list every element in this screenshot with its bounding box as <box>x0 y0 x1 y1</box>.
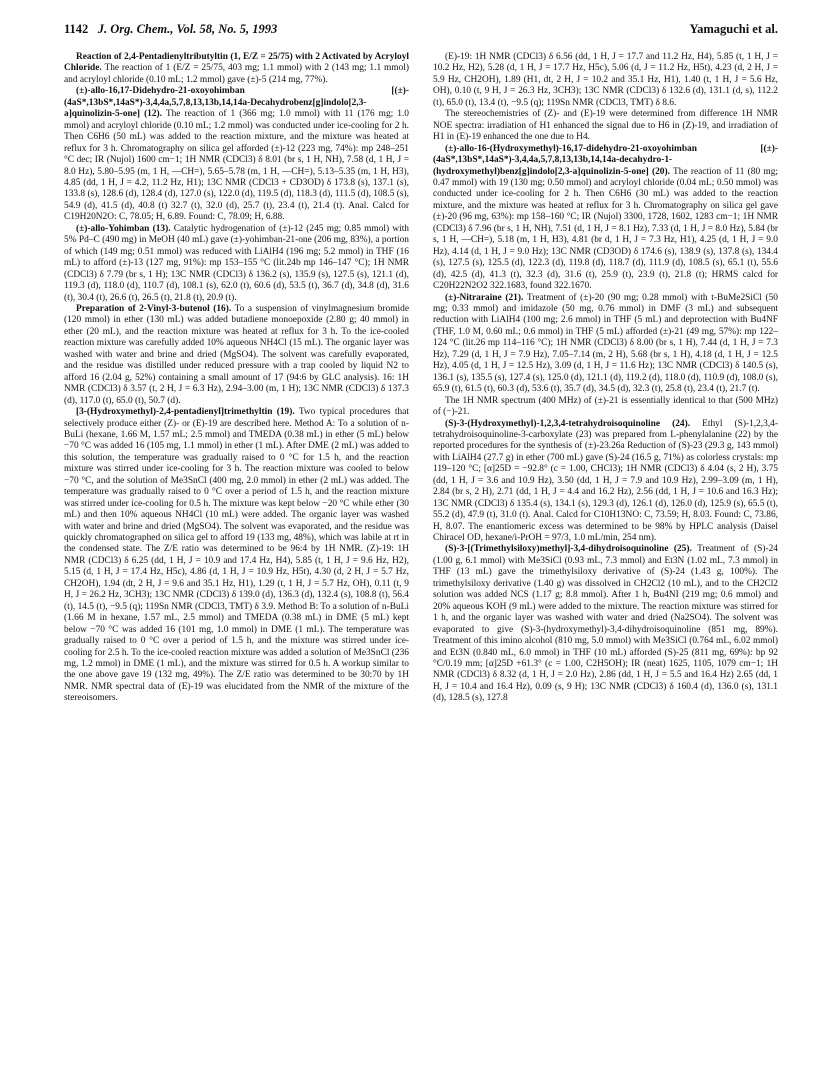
experimental-paragraph <box>433 144 778 293</box>
two-column-body <box>64 52 778 705</box>
experimental-paragraph <box>433 544 778 704</box>
paragraph-text: Two typical procedures that selectively produce either (Z)- or (E)-19 are described here. Method A: To a solution of n-BuLi (hexane, 1.66 M, 1.57 mL; 2.5 mmol) and TMEDA (0.38 mL) in ether (5 mL) below −70 °C was added 16 (105 mg, 1.1 mmol) in ether (1 mL). After DME (2 mL) was added to this solution, the temperature was gradually raised to 0 °C for 1.5 h, and the reaction mixture was stirred under ice-cooling for 3 h. The reaction mixture was cooled to below −70 °C, and the solution of Me3SnCl (400 mg, 2.0 mmol) in ether (2 mL) was added. The temperature was gradually raised to 0 °C over a period of 1.5 h, and the reaction mixture was stirred under ice-cooling for 0.5 h. The mixture was kept below −20 °C while ether (30 mL) and then 10% aqueous NH4Cl (10 mL) were added. The organic layer was washed with water and brine and dried (MgSO4). The solvent was evaporated, and the residue was quickly chromatographed on silica gel to afford 19 (133 mg, 48%), which was labile at rt in the condensed state. The Z/E ratio was determined to be 96:4 by 1H NMR. (Z)-19: 1H NMR (CDCl3) δ 6.25 (dd, 1 H, J = 10.9 and 17.4 Hz, H4), 5.85 (t, 1 H, J = 9.6 Hz, H2), 5.15 (d, 1 H, J = 17.4 Hz, H5c), 4.86 (d, 1 H, J = 10.9 Hz, H5t), 4.30 (d, 2 H, J = 5.7 Hz, CH2OH), 1.94 (dt, 2 H, J = 9.6 and 35.1 Hz, H1), 1.29 (t, 1 H, J = 5.7 Hz, OH), 0.11 (t, 9 H, J = 26.2 Hz, 3CH3); 13C NMR (CDCl3) δ 139.0 (d), 136.3 (d), 132.4 (s), 108.8 (t), 56.4 (t), 14.5 (t), −9.5 (q); 119Sn NMR (CDCl3, TMT) δ 3.9. Method B: To a solution of n-BuLi (1.66 M in hexane, 1.57 mL, 2.5 mmol) and TMEDA (0.38 mL) in DME (5 mL) kept below −70 °C was added 16 (101 mg, 1.0 mmol) in DME (1 mL). The temperature was gradually raised to 0 °C over a period of 1.5 h, and the mixture was stirred under ice-cooling for 2.5 h. To the ice-cooled reaction mixture was added a solution of Me3SnCl (236 mg, 1.2 mmol) in DME (1 mL), and the mixture was stirred for 0.5 h. A workup similar to the one above gave 19 (132 mg, 49%). The Z/E ratio was determined to be 30:70 by 1H NMR. NMR spectral data of (E)-19 was elucidated from the NMR of the mixture of the stereoisomers. <box>64 407 409 704</box>
page-number: 1142 <box>64 22 89 36</box>
page-header <box>64 22 778 52</box>
paragraph-text: The 1H NMR spectrum (400 MHz) of (±)-21 is essentially identical to that (500 MHz) of (−)-21. <box>433 395 778 418</box>
experimental-paragraph <box>64 52 409 86</box>
running-header-left <box>64 22 277 37</box>
paragraph-heading: (±)-allo-16-(Hydroxymethyl)-16,17-didehydro-21-oxoyohimban [(±)-(4aS*,13bS*,14aS*)-3,4,4a,5,7,8,13,13b,14,14a-decahydro-1-(hydroxymethyl)benz[g]indolo[2,3-a]quinolizin-5-one] (20). <box>433 143 778 177</box>
paragraph-heading: Preparation of 2-Vinyl-3-butenol (16). <box>76 303 232 314</box>
paragraph-heading: (S)-3-(Hydroxymethyl)-1,2,3,4-tetrahydroisoquinoline (24). <box>445 418 691 429</box>
paragraph-text: The stereochemistries of (Z)- and (E)-19 were determined from difference 1H NMR NOE spectra: irradiation of H1 enhanced the signal due to H6 in (Z)-19, and irradiation of H1 in (E)-19 enhanced the one due to H4. <box>433 109 778 143</box>
experimental-paragraph <box>433 293 778 396</box>
paragraph-text: Ethyl (S)-1,2,3,4-tetrahydroisoquinoline-3-carboxylate (23) was prepared from L-phenylalanine (22) by the reported procedures for the synthesis of (±)-23.26a Reduction of (S)-23 (29.3 g, 143 mmol) with LiAlH4 (27.7 g) in ether (700 mL) gave (S)-24 (16.5 g, 71%) as colorless crystals: mp 119–120 °C; [α]25D = −92.8° (c = 1.00, CHCl3); 1H NMR (CDCl3) δ 4.04 (s, 2 H), 3.75 (dd, 1 H, J = 3.6 and 10.9 Hz), 3.50 (dd, 1 H, J = 7.9 and 10.9 Hz), 2.99–3.09 (m, 1 H), 2.84 (br s, 2 H), 2.71 (dd, 1 H, J = 4.4 and 16.2 Hz), 2.56 (dd, 1 H, J = 10.6 and 16.3 Hz); 13C NMR (CDCl3) δ 135.4 (s), 134.1 (s), 129.3 (d), 126.1 (d), 126.0 (d), 125.9 (s), 65.5 (t), 55.2 (d), 47.9 (t), 31.0 (t). Anal. Calcd for C10H13NO: C, 73.59; H, 8.03. Found: C, 73.86, H, 8.07. The enantiomeric excess was determined to be 98% by HPLC analysis (Daisel Chiracel OD, hexane/i-PrOH = 97/3, 1.0 mL/min, 254 nm). <box>433 418 778 544</box>
paragraph-text: The reaction of 1 (366 mg; 1.0 mmol) with 11 (176 mg; 1.0 mmol) and acryloyl chloride (0.10 mL; 1.2 mmol) was conducted under ice-cooling for 2 h. Then C6H6 (50 mL) was added to the reaction mixture, and the mixture was heated at reflux for 3 h. Chromatography on silica gel afforded (±)-12 (223 mg, 74%): mp 248–251 °C dec; IR (Nujol) 1600 cm−1; 1H NMR (CDCl3) δ 8.01 (br s, 1 H, NH), 7.58 (d, 1 H, J = 8.0 Hz), 5.80–5.95 (m, 1 H, —CH=), 5.65–5.78 (m, 1 H, —CH=), 5.13–5.35 (m, 1 H, H3), 4.85 (dd, 1 H, J = 4.2, 11.2 Hz, H1); 13C NMR (CDCl3 + CD3OD) δ 173.8 (s), 137.1 (s), 133.8 (s), 128.6 (d), 128.4 (d), 127.0 (s), 122.0 (d), 119.5 (d), 118.3 (d), 111.5 (d), 108.5 (s), 54.9 (d), 41.5 (d), 40.8 (t) 32.7 (t), 32.0 (d), 25.7 (t), 23.4 (t), 21.4 (t). Anal. Calcd for C19H20N2O: C, 78.05; H, 6.89. Found: C, 78.09; H, 6.88. <box>64 109 409 223</box>
running-header-authors: Yamaguchi et al. <box>689 22 778 36</box>
paragraph-heading: (±)-Nitraraine (21). <box>445 292 524 303</box>
paragraph-heading: Reaction of 2,4-Pentadienyltributyltin (1, E/Z = 25/75) with 2 Activated by Acryloyl Chloride. <box>64 52 409 74</box>
experimental-paragraph <box>64 304 409 407</box>
journal-citation: J. Org. Chem., Vol. 58, No. 5, 1993 <box>97 22 278 36</box>
experimental-paragraph <box>64 224 409 304</box>
experimental-paragraph <box>433 396 778 419</box>
paragraph-text: Treatment of (±)-20 (90 mg; 0.28 mmol) with t-BuMe2SiCl (50 mg; 0.33 mmol) and imidazole (50 mg, 0.76 mmol) in DMF (3 mL) and subsequent reduction with LiAlH4 (100 mg; 2.6 mmol) in THF (5 mL) and deprotection with Bu4NF (THF, 1.0 M, 0.60 mL; 0.6 mmol) in THF (5 mL) afforded (±)-21 (49 mg, 57%): mp 122–124 °C (lit.26 mp 114–116 °C); 1H NMR (CDCl3) δ 8.00 (br s, 1 H), 7.44 (d, 1 H, J = 7.3 Hz), 7.29 (d, 1 H, J = 7.9 Hz), 7.05–7.14 (m, 2 H), 5.68 (br s, 1 H), 4.18 (d, 1 H, J = 12.5 Hz), 4.05 (d, 1 H, J = 12.5 Hz), 3.09 (d, 1 H, J = 11.6 Hz); 13C NMR (CDCl3) δ 140.5 (s), 136.1 (s), 135.5 (s), 127.4 (s), 125.0 (d), 121.1 (d), 119.2 (d), 118.0 (d), 110.9 (d), 108.0 (s), 65.9 (t), 61.5 (t), 60.3 (d), 53.6 (t), 35.7 (d), 34.5 (d), 32.3 (t), 25.8 (t), 23.4 (t), 21.7 (t). <box>433 292 778 395</box>
paragraph-heading: (±)-allo-Yohimban (13). <box>76 223 171 234</box>
paragraph-text: The reaction of 1 (E/Z = 25/75, 403 mg; 1.1 mmol) with 2 (143 mg; 1.1 mmol) and acryloyl chloride (0.10 mL; 1.2 mmol) gave (±)-5 (214 mg, 77%). <box>64 63 409 85</box>
paragraph-text: (E)-19: 1H NMR (CDCl3) δ 6.56 (dd, 1 H, J = 17.7 and 11.2 Hz, H4), 5.85 (t, 1 H, J = 10.2 Hz, H2), 5.28 (d, 1 H, J = 17.7 Hz, H5c), 5.06 (d, J = 11.2 Hz, H5t), 4.23 (d, 2 H, J = 5.9 Hz, CH2OH), 1.89 (H1, dt, 2 H, J = 10.2 and 35.1 Hz, H1), 1.40 (t, 1 H, J = 5.6 Hz, OH), 0.10 (t, 9 H, J = 26.3 Hz, 3CH3); 13C NMR (CDCl3) δ 132.6 (d), 131.1 (d, s), 112.2 (t), 65.0 (t), 13.4 (t), −9.5 (q); 119Sn NMR (CDCl3, TMT) δ 8.6. <box>433 52 778 108</box>
paragraph-heading: (±)-allo-16,17-Didehydro-21-oxoyohimban [(±)-(4aS*,13bS*,14aS*)-3,4,4a,5,7,8,13,13b,14,14a-Decahydrobenz[g]indolo[2,3-a]quinolizin-5-one] (12). <box>64 86 409 120</box>
paragraph-text: Treatment of (S)-24 (1.00 g, 6.1 mmol) with Me3SiCl (0.93 mL, 7.3 mmol) and Et3N (1.02 mL, 7.3 mmol) in THF (13 mL) gave the trimethylsiloxy derivative of (S)-24 (1.43 g, 100%). The trimethylsiloxy derivative (1.40 g) was dissolved in CH2Cl2 (10 mL), and to the CH2Cl2 solution was added NCS (1.17 g; 8.8 mmol). After 1 h, Bu4NI (219 mg; 0.6 mmol) and 20% aqueous KOH (9 mL) were added to the mixture. The reaction mixture was stirred for 1 h, and the organic layer was washed with water and dried (Na2SO4). The solvent was evaporated to give (S)-3-(hydroxymethyl)-3,4-dihydroisoquinoline (851 mg, 89%). Treatment of this imino alcohol (810 mg, 5.0 mmol) with Me3SiCl (0.764 mL, 6.02 mmol) and Et3N (0.840 mL, 6.0 mmol) in THF (10 mL) afforded (S)-25 (811 mg, 69%): bp 92 °C/0.19 mm; [α]25D +61.3° (c = 1.00, C2H5OH); IR (neat) 1625, 1105, 1079 cm−1; 1H NMR (CDCl3) δ 8.32 (d, 1 H, J = 2.0 Hz), 2.86 (dd, 1 H, J = 5.5 and 16.4 Hz) 2.65 (dd, 1 H, J = 10.4 and 16.4 Hz), 0.09 (s, 9 H); 13C NMR (CDCl3) δ 160.4 (d), 136.0 (s), 131.1 (d), 128.5 (s), 127.8 <box>433 544 778 704</box>
paragraph-heading: [3-(Hydroxymethyl)-2,4-pentadienyl]trimethyltin (19). <box>76 407 295 418</box>
paragraph-text: To a suspension of vinylmagnesium bromide (120 mmol) in ether (130 mL) was added butadiene monoepoxide (2.80 g; 40 mmol) in ether (20 mL), and the reaction mixture was heated at reflux for 3 h. To the ice-cooled reaction mixture was carefully added 10% aqueous NH4Cl (15 mL). The organic layer was washed with water and brine and dried (MgSO4). The solvent was carefully evaporated, and the residue was distilled under reduced pressure with a trap cooled by liquid N2 to afford 16 (2.04 g, 52%) containing a small amount of 17 (94:6 by GLC analysis). 16: 1H NMR (CDCl3) δ 3.57 (t, 2 H, J = 6.3 Hz), 2.94–3.00 (m, 1 H); 13C NMR (CDCl3) δ 137.3 (d), 117.0 (t), 65.0 (t), 50.7 (d). <box>64 303 409 406</box>
experimental-paragraph <box>64 86 409 223</box>
right-column <box>433 52 778 705</box>
paragraph-text: The reaction of 11 (80 mg; 0.47 mmol) with 19 (130 mg; 0.50 mmol) and acryloyl chloride (0.04 mL; 0.50 mmol) was conducted under ice-cooling for 2 h. Then C6H6 (30 mL) was added to the reaction mixture, and the mixture was heated at reflux for 3 h. Chromatography on silica gel gave (±)-20 (96 mg, 63%): mp 158–160 °C; IR (Nujol) 3300, 1728, 1602, 1283 cm−1; 1H NMR (CDCl3) δ 7.96 (br s, 1 H, NH), 7.51 (d, 1 H, J = 8.1 Hz), 7.33 (d, 1 H, J = 8.0 Hz), 5.84 (br s, 1 H, —CH=), 5.18 (m, 1 H, H3), 4.81 (br d, 1 H, J = 7.3 Hz, H1), 4.25 (d, 1 H, J = 9.0 Hz), 4.14 (d, 1 H, J = 9.0 Hz); 13C NMR (CD3OD) δ 174.6 (s), 138.9 (s), 137.8 (s), 134.4 (s), 127.5 (s), 125.5 (d), 122.3 (d), 119.8 (d), 118.7 (d), 111.9 (d), 108.5 (s), 65.1 (t), 55.6 (d), 42.5 (d), 41.3 (t), 32.3 (d), 31.6 (t), 25.9 (t), 23.9 (t), 21.8 (t); HRMS calcd for C20H22N2O2 322.1683, found 322.1670. <box>433 166 778 292</box>
paragraph-heading: (S)-3-[(Trimethylsiloxy)methyl]-3,4-dihydroisoquinoline (25). <box>445 544 692 555</box>
experimental-paragraph <box>433 109 778 143</box>
experimental-paragraph <box>433 419 778 545</box>
experimental-paragraph <box>64 407 409 705</box>
paragraph-text: Catalytic hydrogenation of (±)-12 (245 mg; 0.85 mmol) with 5% Pd–C (490 mg) in MeOH (40 mL) gave (±)-yohimban-21-one (206 mg, 83%), a portion of which (149 mg; 0.51 mmol) was reduced with LiAlH4 (196 mg; 5.2 mmol) in THF (16 mL) to afford (±)-13 (127 mg, 91%): mp 153–155 °C (lit.24b mp 146–147 °C); 1H NMR (CDCl3) δ 7.79 (br s, 1 H); 13C NMR (CDCl3) δ 136.2 (s), 135.9 (s), 127.5 (s), 121.1 (d), 119.3 (d), 118.0 (d), 110.7 (d), 108.1 (s), 62.0 (t), 60.6 (d), 53.5 (t), 36.7 (d), 34.8 (d), 31.6 (t), 30.4 (t), 26.6 (t), 26.5 (t), 21.8 (t), 20.9 (t). <box>64 223 409 303</box>
experimental-paragraph <box>433 52 778 109</box>
left-column <box>64 52 409 705</box>
